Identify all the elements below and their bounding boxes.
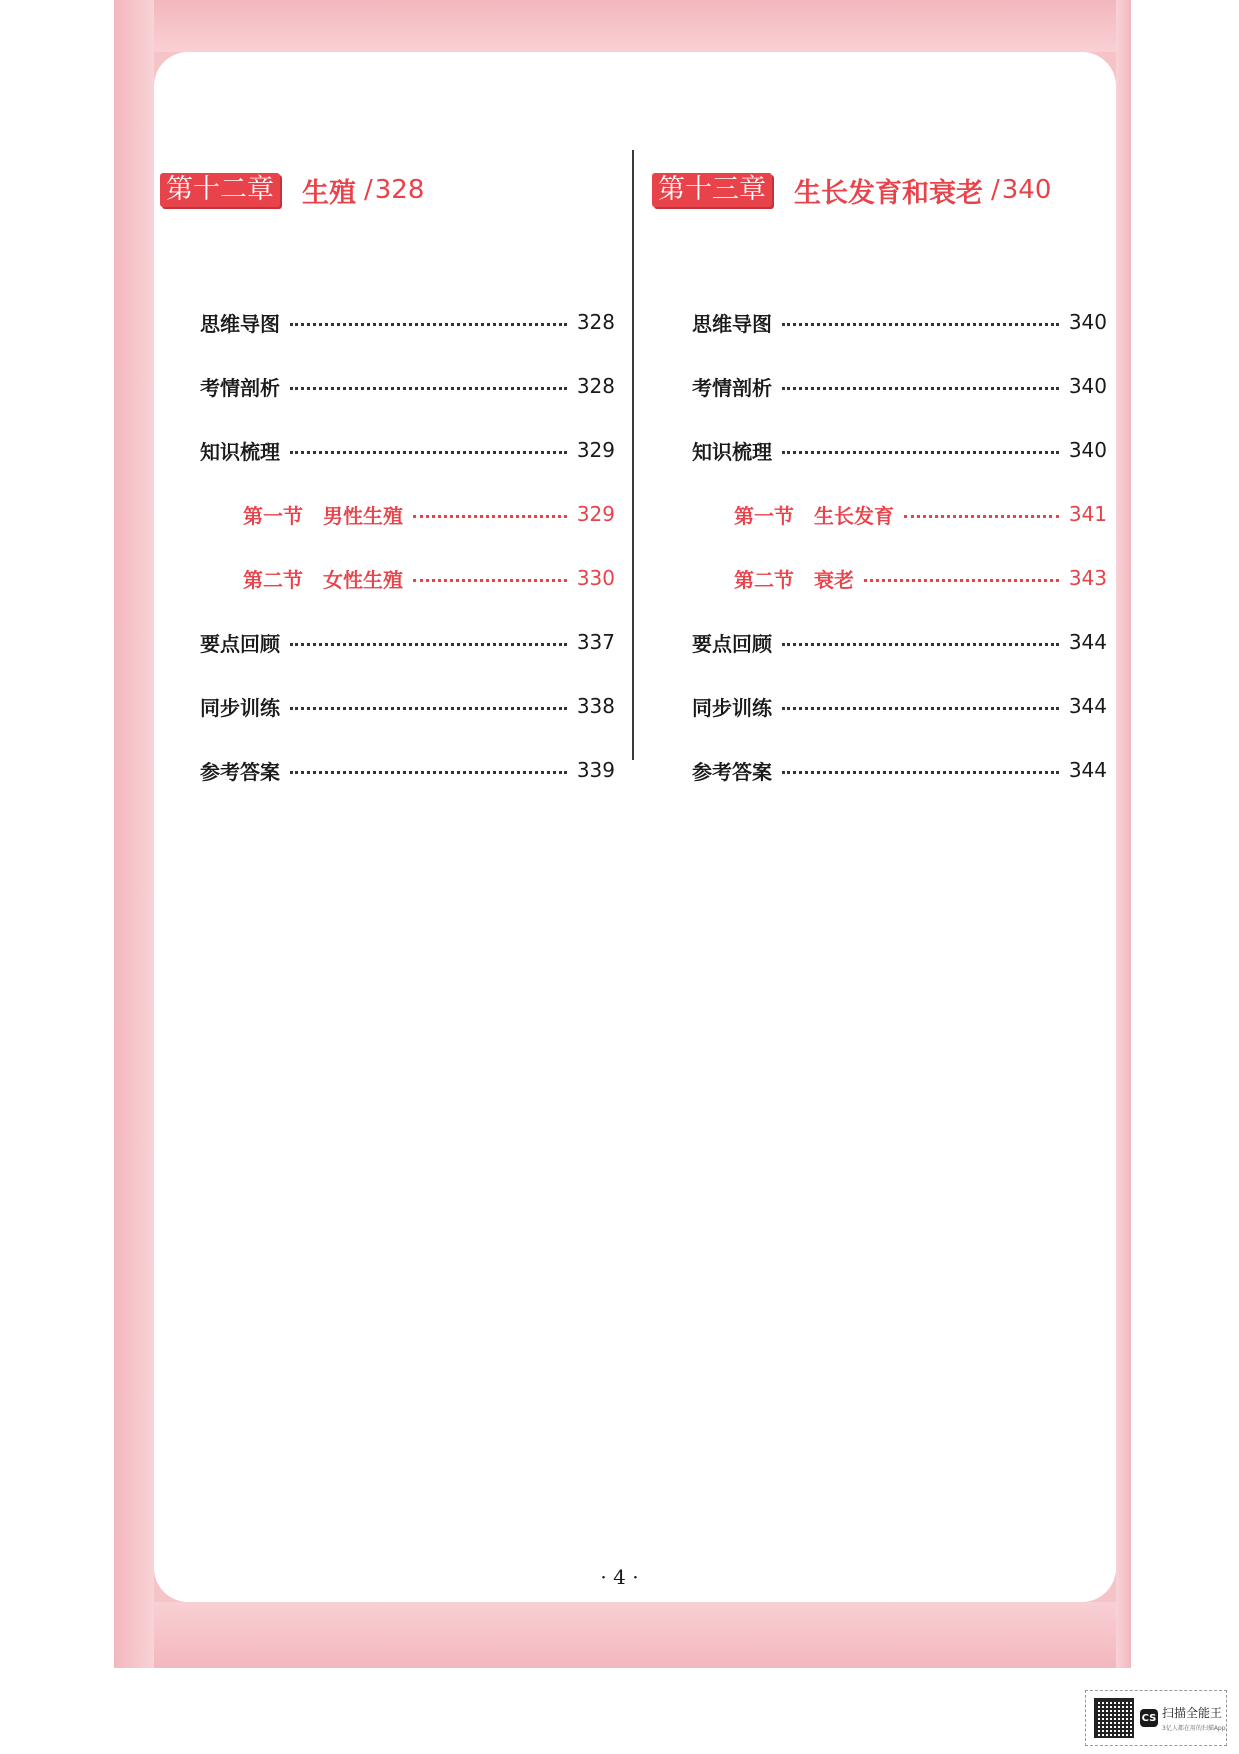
dot-leader	[782, 707, 1059, 710]
section-title: 女性生殖	[323, 567, 403, 592]
toc-entry[interactable]	[652, 674, 1107, 738]
toc-section-entry[interactable]	[160, 546, 615, 610]
scanner-watermark	[1085, 1690, 1227, 1746]
frame-bottom-band	[114, 1602, 1131, 1668]
toc-section-entry[interactable]	[652, 482, 1107, 546]
section-number: 第二节	[734, 567, 794, 592]
toc-entry[interactable]	[652, 354, 1107, 418]
camscanner-logo-icon: CS	[1140, 1709, 1158, 1727]
section-number: 第一节	[243, 503, 303, 528]
toc-entry-label: 参考答案	[692, 759, 772, 784]
toc-page-number: 344	[1068, 694, 1107, 718]
page-number: · 4 ·	[600, 1565, 639, 1589]
dot-leader	[290, 707, 567, 710]
toc-section-label	[734, 500, 894, 529]
toc-entry[interactable]	[652, 418, 1107, 482]
toc-section-label	[734, 564, 854, 593]
toc-page-number: 328	[576, 374, 615, 398]
toc-entry-label: 同步训练	[692, 695, 772, 720]
section-title: 生长发育	[814, 503, 894, 528]
chapter-title: 生殖	[302, 177, 356, 209]
toc-section-label	[243, 564, 403, 593]
chapter-page: 328	[374, 175, 425, 205]
qr-code-icon	[1094, 1698, 1134, 1738]
toc-list-right	[652, 290, 1107, 802]
section-title: 男性生殖	[323, 503, 403, 528]
toc-entry-label: 思维导图	[200, 311, 280, 336]
toc-page-number: 344	[1068, 758, 1107, 782]
section-number: 第二节	[243, 567, 303, 592]
dot-leader	[904, 515, 1059, 518]
toc-page-number: 340	[1068, 374, 1107, 398]
dot-leader	[290, 771, 567, 774]
dot-leader	[782, 451, 1059, 454]
toc-section-entry[interactable]	[652, 546, 1107, 610]
toc-entry-label: 参考答案	[200, 759, 280, 784]
watermark-subtitle: 3亿人都在用的扫描App	[1162, 1725, 1226, 1732]
toc-entry-label: 思维导图	[692, 311, 772, 336]
toc-entry[interactable]	[160, 290, 615, 354]
chapter-badge: 第十三章	[652, 173, 772, 207]
toc-page-number: 340	[1068, 438, 1107, 462]
page-frame	[114, 0, 1131, 1668]
toc-section-label	[243, 500, 403, 529]
toc-page-number: 340	[1068, 310, 1107, 334]
dot-leader	[782, 771, 1059, 774]
dot-leader	[290, 323, 567, 326]
toc-page-number: 343	[1068, 566, 1107, 590]
toc-page-number: 337	[576, 630, 615, 654]
toc-entry-label: 要点回顾	[200, 631, 280, 656]
toc-entry-label: 知识梳理	[200, 439, 280, 464]
toc-entry-label: 考情剖析	[200, 375, 280, 400]
toc-entry-label: 同步训练	[200, 695, 280, 720]
watermark-text	[1162, 1704, 1226, 1732]
section-title: 衰老	[814, 567, 854, 592]
chapter-page: 340	[1001, 175, 1052, 205]
toc-entry[interactable]	[652, 738, 1107, 802]
dot-leader	[413, 579, 567, 582]
toc-entry[interactable]	[160, 610, 615, 674]
toc-entry-label: 知识梳理	[692, 439, 772, 464]
chapter-badge: 第十二章	[160, 173, 280, 207]
frame-top-band	[114, 0, 1131, 52]
column-divider	[632, 150, 634, 760]
toc-list-left	[160, 290, 615, 802]
dot-leader	[290, 643, 567, 646]
watermark-title: 扫描全能王	[1162, 1706, 1223, 1720]
toc-page-number: 344	[1068, 630, 1107, 654]
dot-leader	[864, 579, 1059, 582]
chapter-separator: /	[364, 175, 373, 205]
toc-entry[interactable]	[652, 610, 1107, 674]
toc-entry[interactable]	[160, 418, 615, 482]
chapter-title: 生长发育和衰老	[794, 177, 983, 209]
toc-entry[interactable]	[652, 290, 1107, 354]
dot-leader	[290, 387, 567, 390]
toc-page-number: 330	[576, 566, 615, 590]
dot-leader	[782, 643, 1059, 646]
toc-entry-label: 考情剖析	[692, 375, 772, 400]
toc-page-number: 341	[1068, 502, 1107, 526]
toc-page-number: 329	[576, 502, 615, 526]
section-number: 第一节	[734, 503, 794, 528]
dot-leader	[290, 451, 567, 454]
toc-page-number: 339	[576, 758, 615, 782]
toc-entry[interactable]	[160, 354, 615, 418]
toc-column-left	[160, 160, 615, 784]
chapter-separator: /	[991, 175, 1000, 205]
dot-leader	[782, 323, 1059, 326]
page-content-area	[154, 52, 1116, 1602]
frame-left-band	[114, 0, 154, 1668]
frame-right-band	[1116, 0, 1131, 1668]
chapter-heading-12	[160, 160, 615, 220]
toc-page-number: 328	[576, 310, 615, 334]
toc-section-entry[interactable]	[160, 482, 615, 546]
toc-entry[interactable]	[160, 738, 615, 802]
toc-page-number: 338	[576, 694, 615, 718]
dot-leader	[782, 387, 1059, 390]
chapter-heading-13	[652, 160, 1107, 220]
toc-page-number: 329	[576, 438, 615, 462]
toc-entry[interactable]	[160, 674, 615, 738]
dot-leader	[413, 515, 567, 518]
toc-entry-label: 要点回顾	[692, 631, 772, 656]
toc-column-right	[652, 160, 1107, 784]
